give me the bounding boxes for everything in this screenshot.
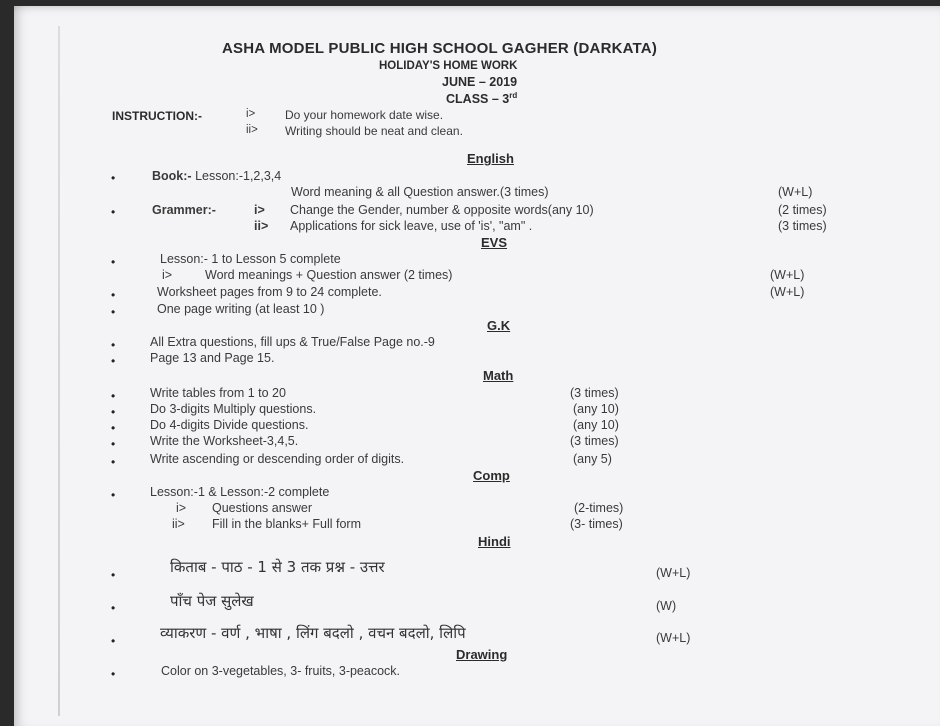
- evs-note: (W+L): [770, 285, 805, 299]
- hindi-note: (W+L): [656, 566, 691, 580]
- hindi-note: (W+L): [656, 631, 691, 645]
- english-book-line: Book:- Lesson:-1,2,3,4: [152, 169, 282, 183]
- page-fold-line: [58, 26, 60, 716]
- comp-item: Fill in the blanks+ Full form: [212, 517, 362, 531]
- section-heading-math: Math: [483, 368, 514, 383]
- grammar-item: Change the Gender, number & opposite words(any 10): [290, 203, 594, 217]
- bullet: •: [111, 255, 116, 269]
- bullet: •: [111, 338, 116, 352]
- gk-item: Page 13 and Page 15.: [150, 351, 275, 365]
- bullet: •: [111, 634, 116, 648]
- section-heading-gk: G.K: [487, 318, 511, 333]
- comp-marker: i>: [176, 501, 187, 515]
- class-label: CLASS – 3rd: [446, 91, 518, 107]
- bullet: •: [111, 205, 116, 219]
- instruction-item: Do your homework date wise.: [285, 108, 444, 122]
- hindi-item: किताब - पाठ - 1 से 3 तक प्रश्न - उत्तर: [170, 558, 385, 576]
- bullet: •: [111, 455, 116, 469]
- math-note: (any 10): [573, 402, 619, 416]
- math-note: (any 5): [573, 452, 612, 466]
- grammar-marker: ii>: [254, 219, 269, 233]
- section-heading-comp: Comp: [473, 468, 510, 483]
- instruction-marker: i>: [246, 108, 256, 120]
- drawing-line: Color on 3-vegetables, 3- fruits, 3-peacock.: [161, 664, 401, 678]
- math-note: (any 10): [573, 418, 619, 432]
- bullet: •: [111, 437, 116, 451]
- instruction-marker: ii>: [246, 124, 258, 136]
- comp-line: Lesson:-1 & Lesson:-2 complete: [150, 485, 330, 499]
- instruction-label: INSTRUCTION:-: [112, 109, 202, 123]
- section-heading-drawing: Drawing: [456, 647, 508, 662]
- section-heading-evs: EVS: [481, 235, 508, 250]
- bullet: •: [111, 488, 116, 502]
- evs-line: Worksheet pages from 9 to 24 complete.: [157, 285, 382, 299]
- evs-line: Word meanings + Question answer (2 times): [205, 268, 453, 282]
- hindi-item: पाँच पेज सुलेख: [170, 592, 254, 610]
- math-item: Do 3-digits Multiply questions.: [150, 402, 317, 416]
- hindi-note: (W): [656, 599, 677, 613]
- math-note: (3 times): [570, 386, 619, 400]
- bullet: •: [111, 305, 116, 319]
- comp-note: (3- times): [570, 517, 623, 531]
- comp-marker: ii>: [172, 517, 185, 531]
- math-item: Do 4-digits Divide questions.: [150, 418, 309, 432]
- grammar-marker: i>: [254, 203, 265, 217]
- comp-note: (2-times): [574, 501, 624, 515]
- grammar-label: Grammer:-: [152, 203, 216, 217]
- month-year: JUNE – 2019: [442, 75, 518, 89]
- english-book-note: (W+L): [778, 185, 813, 199]
- hindi-item: व्याकरण - वर्ण , भाषा , लिंग बदलो , वचन बदलो, लिपि: [160, 624, 466, 642]
- bullet: •: [111, 171, 116, 185]
- bullet: •: [111, 601, 116, 615]
- bullet: •: [111, 405, 116, 419]
- homework-title: HOLIDAY'S HOME WORK: [379, 60, 518, 72]
- math-item: Write tables from 1 to 20: [150, 386, 286, 400]
- bullet: •: [111, 288, 116, 302]
- bullet: •: [111, 568, 116, 582]
- section-heading-hindi: Hindi: [478, 534, 511, 549]
- gk-item: All Extra questions, fill ups & True/False Page no.-9: [150, 335, 435, 349]
- evs-marker: i>: [162, 268, 173, 282]
- bullet: •: [111, 421, 116, 435]
- grammar-note: (2 times): [778, 203, 827, 217]
- instruction-item: Writing should be neat and clean.: [285, 124, 463, 138]
- math-note: (3 times): [570, 434, 619, 448]
- bullet: •: [111, 354, 116, 368]
- section-heading-english: English: [467, 151, 514, 166]
- evs-line: One page writing (at least 10 ): [157, 302, 325, 316]
- math-item: Write ascending or descending order of digits.: [150, 452, 405, 466]
- grammar-item: Applications for sick leave, use of 'is', "am" .: [290, 219, 533, 233]
- evs-note: (W+L): [770, 268, 805, 282]
- math-item: Write the Worksheet-3,4,5.: [150, 434, 299, 448]
- evs-line: Lesson:- 1 to Lesson 5 complete: [160, 252, 341, 266]
- bullet: •: [111, 667, 116, 681]
- english-book-detail: Word meaning & all Question answer.(3 times): [291, 185, 549, 199]
- school-name: ASHA MODEL PUBLIC HIGH SCHOOL GAGHER (DARKATA): [222, 40, 658, 57]
- comp-item: Questions answer: [212, 501, 313, 515]
- bullet: •: [111, 389, 116, 403]
- grammar-note: (3 times): [778, 219, 827, 233]
